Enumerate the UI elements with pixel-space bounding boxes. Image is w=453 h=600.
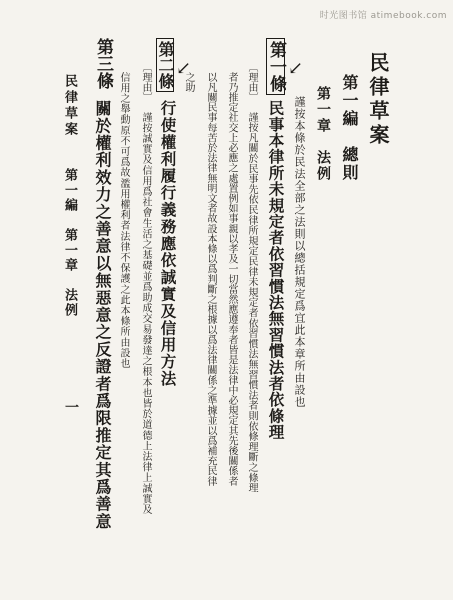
book-title: 民律草案 <box>366 52 390 148</box>
article-1-number: 第一條 <box>266 38 285 95</box>
arrow-mark-icon: ↙ <box>176 58 192 79</box>
article-2-reason-line: 信用之舉動原不可爲故濫用權利者法律不保護之此本條所由設也 <box>118 72 129 369</box>
article-1-reason-line: 謹按凡關於民事先依民律所規定民律未規定者依習慣法無習慣法者則依條理斷之條理 <box>246 112 257 494</box>
article-2-reason-label: 〔理由〕 <box>140 62 151 102</box>
watermark: 时光图书馆 atimebook.com <box>319 11 447 21</box>
article-1-reason-line: 者乃推定社交上必應之處置例如事親以孝及一切當然應遵奉者皆是法律中必規定其先後關係者 <box>226 72 237 487</box>
article-2-reason-line: 謹按誠實及信用爲社會生活之基礎並爲助成交易發達之根本也皆於道德上法律上誠實及 <box>140 112 151 515</box>
footer-page-number: 一 <box>63 400 79 414</box>
article-2-body: 行使權利履行義務應依誠實及信用方法 <box>158 100 178 388</box>
chapter-heading: 第一章 法例 <box>315 86 331 182</box>
arrow-mark-icon: ↙ <box>288 58 304 79</box>
article-1-reason-line: 之助 <box>183 72 194 92</box>
article-3-number: 第三條 <box>93 38 113 89</box>
article-1-reason-label: 〔理由〕 <box>246 62 257 102</box>
footer-section: 第一編 第一章 法例 <box>62 168 77 318</box>
article-3-body: 關於權利效力之善意以無惡意之反證者爲限推定其爲善意 <box>93 100 112 530</box>
footer-title: 民律草案 <box>62 74 77 138</box>
part-heading: 第一編 總則 <box>340 74 359 182</box>
article-1-body: 民事本律所未規定者依習慣法無習慣法者依條理 <box>266 100 286 441</box>
article-2-number: 第二條 <box>156 38 174 92</box>
article-1-reason-line: 以凡關民事每苦於法律無明文者故設本條以爲判斷之根據以爲法律關係之準據並以爲補充民律 <box>205 72 216 487</box>
article-1-commentary: 謹按本條於民法全部之法則以總括規定爲宜此本章所由設也 <box>293 96 306 408</box>
